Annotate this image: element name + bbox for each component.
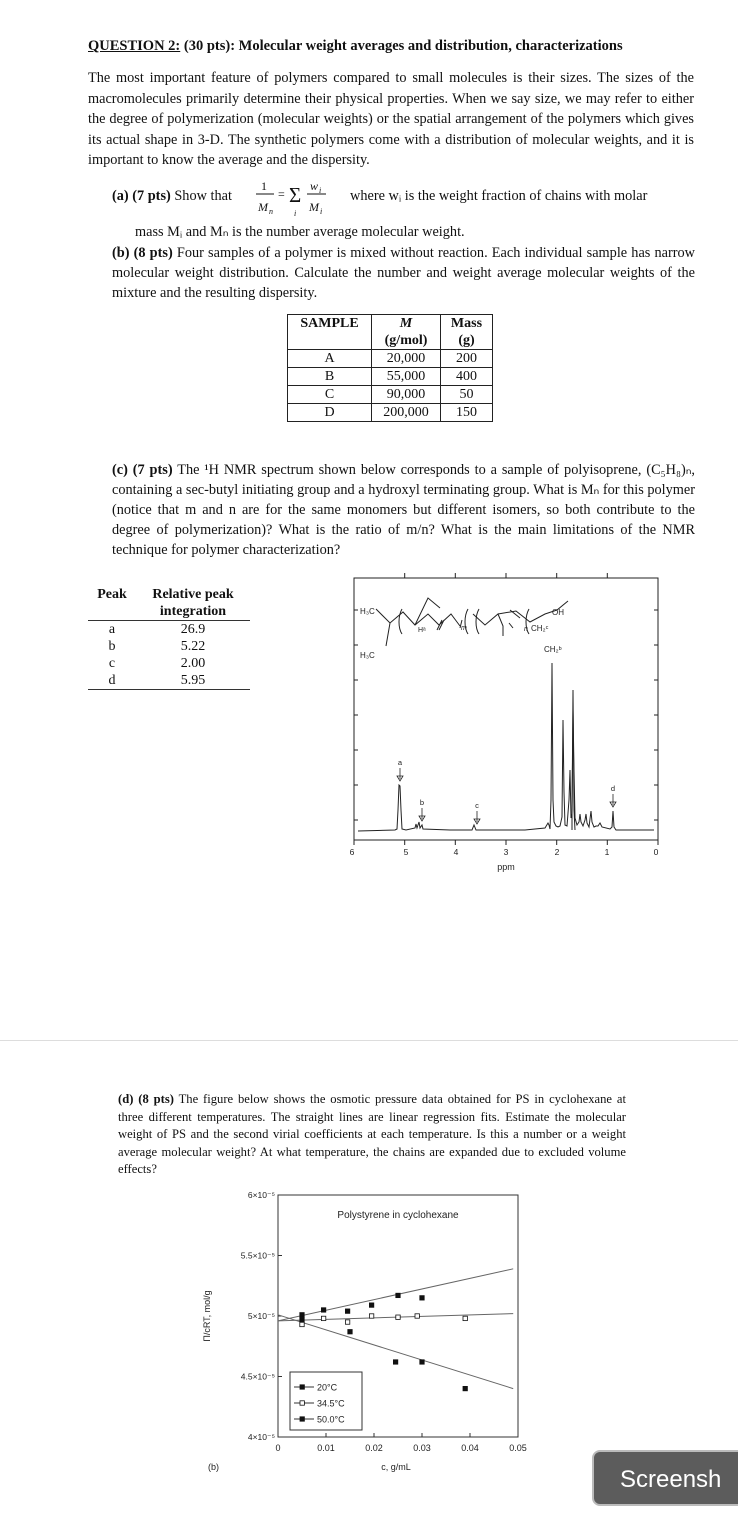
part-b-points: (b) (8 pts) bbox=[112, 245, 173, 261]
table-row bbox=[288, 386, 493, 404]
table-row bbox=[88, 672, 250, 690]
data-point bbox=[345, 1309, 349, 1313]
y-tick-label: 5×10⁻⁵ bbox=[247, 1311, 275, 1321]
data-point bbox=[300, 1317, 304, 1321]
part-a-label bbox=[112, 186, 232, 206]
data-point bbox=[369, 1314, 373, 1318]
part-a-line2: mass Mᵢ and Mₙ is the number average molecular weight. bbox=[135, 224, 465, 240]
cell: 400 bbox=[440, 368, 492, 386]
cell: 5.22 bbox=[180, 639, 206, 654]
peak-header: Peak bbox=[97, 587, 127, 602]
data-point bbox=[321, 1308, 325, 1312]
svg-text:i: i bbox=[320, 207, 323, 216]
sample-header: SAMPLE bbox=[288, 315, 372, 350]
cell: d bbox=[108, 673, 116, 688]
data-point bbox=[396, 1293, 400, 1297]
nmr-xlabel: ppm bbox=[497, 862, 515, 872]
data-point bbox=[345, 1320, 349, 1324]
h3c-label-2: H₃C bbox=[360, 651, 375, 660]
legend-label: 20°C bbox=[317, 1382, 338, 1393]
mass-label: Mass bbox=[450, 316, 483, 331]
cell: C bbox=[288, 386, 372, 404]
mw-unit: (g/mol) bbox=[384, 333, 428, 348]
cell: 90,000 bbox=[372, 386, 441, 404]
oh-label: OH bbox=[552, 608, 564, 617]
chart-panel-label: (b) bbox=[208, 1462, 219, 1472]
cell: b bbox=[108, 639, 116, 654]
svg-text:i: i bbox=[294, 209, 297, 218]
nmr-xtick: 3 bbox=[503, 847, 509, 857]
nmr-xtick: 5 bbox=[403, 847, 409, 857]
mw-header bbox=[372, 315, 441, 350]
part-c-text bbox=[112, 460, 695, 560]
y-tick-label: 5.5×10⁻⁵ bbox=[240, 1250, 275, 1261]
chart-title: Polystyrene in cyclohexane bbox=[337, 1210, 459, 1221]
cell: 200,000 bbox=[372, 404, 441, 422]
svg-text:M: M bbox=[309, 200, 319, 214]
data-point bbox=[300, 1313, 304, 1317]
part-d-text bbox=[118, 1091, 626, 1179]
mw-symbol: M bbox=[399, 316, 413, 331]
screenshot-button[interactable]: Screensh bbox=[592, 1450, 738, 1506]
nmr-peak-label-a: a bbox=[397, 758, 403, 767]
svg-text:n: n bbox=[269, 207, 273, 216]
part-c-points: (c) (7 pts) bbox=[112, 462, 173, 478]
question-title bbox=[88, 38, 623, 55]
ch2b-label: CH₂ᵇ bbox=[544, 645, 562, 654]
data-point bbox=[393, 1360, 397, 1364]
data-point bbox=[420, 1296, 424, 1300]
m-label: m bbox=[461, 625, 467, 632]
legend-marker bbox=[300, 1385, 304, 1389]
nmr-peak-label-d: d bbox=[610, 784, 616, 793]
data-point bbox=[463, 1316, 467, 1320]
cell: 200 bbox=[440, 350, 492, 368]
integration-header bbox=[136, 586, 250, 621]
part-a-where: where wᵢ is the weight fraction of chains with molar bbox=[350, 188, 648, 204]
cell: c bbox=[108, 656, 116, 671]
data-point bbox=[348, 1330, 352, 1334]
svg-text:M: M bbox=[258, 200, 268, 214]
cell: 5.95 bbox=[180, 673, 206, 688]
cell: D bbox=[288, 404, 372, 422]
integration-label2: integration bbox=[159, 604, 227, 619]
peak-table bbox=[88, 586, 250, 690]
data-point bbox=[300, 1322, 304, 1326]
cell: 50 bbox=[440, 386, 492, 404]
legend-marker bbox=[300, 1417, 304, 1421]
page-separator bbox=[0, 1040, 738, 1041]
table-row bbox=[88, 655, 250, 672]
ch2c-label: CH₂ᶜ bbox=[531, 624, 549, 633]
data-point bbox=[463, 1386, 467, 1390]
table-row bbox=[288, 368, 493, 386]
part-b-body: Four samples of a polymer is mixed without reaction. Each individual sample has narrow molecular weight distribution. Calculate the number and weight average molecular weights of the mixture and the resulting dispersity. bbox=[112, 245, 695, 301]
data-point bbox=[396, 1315, 400, 1319]
mass-header bbox=[440, 315, 492, 350]
data-point bbox=[369, 1303, 373, 1307]
y-tick-label: 6×10⁻⁵ bbox=[247, 1190, 275, 1200]
nmr-trace bbox=[358, 663, 654, 831]
table-row bbox=[88, 638, 250, 655]
cell: a bbox=[108, 622, 116, 637]
data-point bbox=[321, 1316, 325, 1320]
x-tick-label: 0.01 bbox=[317, 1443, 335, 1453]
legend-marker bbox=[300, 1401, 304, 1405]
table-row bbox=[288, 404, 493, 422]
cell: 150 bbox=[440, 404, 492, 422]
nmr-peak-label-b: b bbox=[419, 798, 425, 807]
cell: 20,000 bbox=[372, 350, 441, 368]
cell: A bbox=[288, 350, 372, 368]
x-tick-label: 0.05 bbox=[509, 1443, 527, 1453]
x-tick-label: 0.03 bbox=[413, 1443, 431, 1453]
integration-label1: Relative peak bbox=[152, 587, 234, 602]
legend-label: 34.5°C bbox=[317, 1398, 345, 1409]
nmr-xtick: 6 bbox=[349, 847, 355, 857]
part-a-points: (a) (7 pts) bbox=[112, 188, 171, 204]
nmr-xtick: 1 bbox=[604, 847, 610, 857]
data-point bbox=[420, 1360, 424, 1364]
nmr-xtick: 4 bbox=[453, 847, 459, 857]
part-d-points: (d) (8 pts) bbox=[118, 1092, 174, 1106]
chart-xlabel: c, g/mL bbox=[381, 1462, 411, 1472]
question-heading: (30 pts): Molecular weight averages and distribution, characterizations bbox=[180, 38, 623, 54]
svg-text:w: w bbox=[310, 179, 319, 193]
data-point bbox=[415, 1314, 419, 1318]
x-tick-label: 0.02 bbox=[365, 1443, 383, 1453]
chart-ylabel: Π/cRT, mol/g bbox=[202, 1290, 212, 1342]
part-b-text bbox=[112, 243, 695, 303]
nmr-spectrum bbox=[340, 570, 670, 880]
cell: 26.9 bbox=[180, 622, 206, 637]
mass-unit: (g) bbox=[458, 333, 475, 348]
part-d-body: The figure below shows the osmotic pressure data obtained for PS in cyclohexane at three different temperatures. The straight lines are linear regression fits. Estimate the molecular weight of PS and the second virial coefficients at each temperature. Is this a number or a weight average molecular weight? At what temperature, the chains are expanded due to excluded volume effects? bbox=[118, 1092, 626, 1177]
legend-label: 50.0°C bbox=[317, 1414, 345, 1425]
part-a-show: Show that bbox=[174, 188, 232, 204]
nmr-peak-label-c: c bbox=[475, 801, 479, 810]
question-number: QUESTION 2: bbox=[88, 38, 181, 54]
part-c-body: The ¹H NMR spectrum shown below corresponds to a sample of polyisoprene, (C₅H₈)ₙ, containing a sec-butyl initiating group and a hydroxyl terminating group. What is Mₙ for this polymer (notice that m and n are for the same monomers but different isomers, so both contribute to the degree of polymerization)? What is the ratio of m/n? What is the main limitations of the NMR technique for polymer characterization? bbox=[112, 462, 695, 558]
nmr-xtick: 0 bbox=[653, 847, 659, 857]
y-tick-label: 4×10⁻⁵ bbox=[247, 1432, 275, 1442]
x-tick-label: 0.04 bbox=[461, 1443, 479, 1453]
table-row bbox=[288, 350, 493, 368]
svg-text:1: 1 bbox=[261, 179, 267, 193]
osmotic-chart bbox=[190, 1180, 540, 1480]
svg-text:=: = bbox=[278, 187, 285, 201]
x-tick-label: 0 bbox=[275, 1443, 281, 1453]
h3c-label-1: H₃C bbox=[360, 607, 375, 616]
part-a-equation bbox=[252, 176, 348, 222]
ha-label: Hᵃ bbox=[418, 627, 426, 634]
svg-text:Σ: Σ bbox=[289, 183, 302, 207]
sample-table bbox=[287, 314, 493, 422]
table-row bbox=[88, 621, 250, 639]
n-label: n bbox=[524, 626, 528, 633]
svg-text:i: i bbox=[319, 186, 322, 195]
cell: 2.00 bbox=[180, 656, 206, 671]
cell: B bbox=[288, 368, 372, 386]
cell: 55,000 bbox=[372, 368, 441, 386]
intro-paragraph: The most important feature of polymers compared to small molecules is their sizes. The sizes of the macromolecules primarily determine their physical properties. When we say size, we may refer to either the degree of polymerization (molecular weights) or the spatial arrangement of the polymers which gives its actual shape in 3-D. The synthetic polymers come with a distribution of molecular weights, and it is important to know the average and the dispersity. bbox=[88, 70, 694, 169]
y-tick-label: 4.5×10⁻⁵ bbox=[240, 1371, 275, 1382]
nmr-xtick: 2 bbox=[554, 847, 560, 857]
